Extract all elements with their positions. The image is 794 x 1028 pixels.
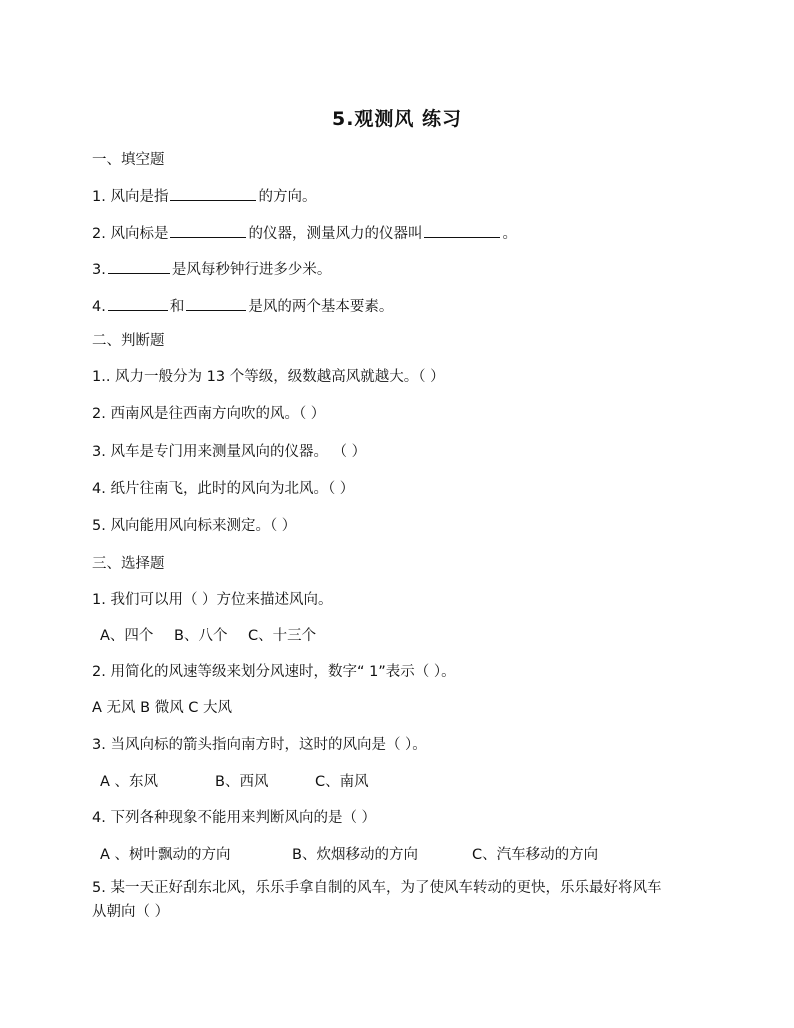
fill-question-4 [92, 296, 393, 317]
judge-question-3: 3. 风车是专门用来测量风向的仪器。 （ ） [92, 444, 367, 460]
choice-q2-options: A 无风 B 微风 C 大风 [92, 700, 233, 716]
fill-question-2 [92, 223, 517, 244]
section-heading-judge: 二、判断题 [92, 333, 165, 349]
choice-q1-options [100, 626, 316, 646]
option-a: A、四个 [100, 628, 154, 644]
option-c: C、十三个 [248, 628, 317, 644]
page-title: 5.观测风 练习 [331, 108, 463, 130]
fill-blank[interactable] [186, 296, 246, 311]
fill-blank[interactable] [108, 259, 170, 274]
judge-question-5: 5. 风向能用风向标来测定。（ ） [92, 518, 297, 534]
fill-q1-text-a: 1. 风向是指 [92, 189, 169, 205]
fill-q4-text-b: 和 [169, 299, 185, 315]
fill-q3-text-b: 是风每秒钟行进多少米。 [171, 262, 332, 278]
choice-question-5-line1: 5. 某一天正好刮东北风，乐乐手拿自制的风车，为了使风车转动的更快，乐乐最好将风车 [92, 880, 662, 896]
fill-q4-text-a: 4. [92, 299, 106, 315]
choice-question-2: 2. 用简化的风速等级来划分风速时，数字“ 1”表示（ ）。 [92, 664, 456, 680]
option-b: B、八个 [174, 628, 228, 644]
option-b: B、炊烟移动的方向 [292, 847, 418, 863]
section-heading-choice: 三、选择题 [92, 556, 165, 572]
choice-question-3: 3. 当风向标的箭头指向南方时，这时的风向是（ ）。 [92, 737, 427, 753]
judge-question-4: 4. 纸片往南飞，此时的风向为北风。（ ） [92, 481, 355, 497]
fill-blank[interactable] [108, 296, 168, 311]
choice-question-5-line2: 从朝向（ ） [92, 904, 170, 920]
option-c: C、汽车移动的方向 [472, 847, 599, 863]
fill-question-3 [92, 259, 331, 280]
fill-q2-text-a: 2. 风向标是 [92, 226, 169, 242]
choice-question-1: 1. 我们可以用（ ）方位来描述风向。 [92, 592, 333, 608]
fill-blank[interactable] [170, 223, 246, 238]
fill-blank[interactable] [424, 223, 500, 238]
choice-question-4: 4. 下列各种现象不能用来判断风向的是（ ） [92, 810, 377, 826]
option-b: B、西风 [215, 774, 269, 790]
fill-q4-text-c: 是风的两个基本要素。 [248, 299, 394, 315]
choice-q4-options [100, 845, 598, 865]
fill-blank[interactable] [170, 186, 256, 201]
option-a: A 、东风 [100, 774, 159, 790]
fill-q3-text-a: 3. [92, 262, 106, 278]
option-a: A 、树叶飘动的方向 [100, 847, 231, 863]
fill-question-1 [92, 186, 316, 207]
fill-q1-text-b: 的方向。 [258, 189, 317, 205]
section-heading-fill: 一、填空题 [92, 152, 165, 168]
judge-question-2: 2. 西南风是往西南方向吹的风。（ ） [92, 406, 326, 422]
fill-q2-text-c: 。 [502, 226, 517, 242]
choice-q3-options [100, 772, 369, 792]
judge-question-1: 1.. 风力一般分为 13 个等级，级数越高风就越大。（ ） [92, 369, 445, 385]
fill-q2-text-b: 的仪器，测量风力的仪器叫 [248, 226, 423, 242]
option-c: C、南风 [315, 774, 369, 790]
